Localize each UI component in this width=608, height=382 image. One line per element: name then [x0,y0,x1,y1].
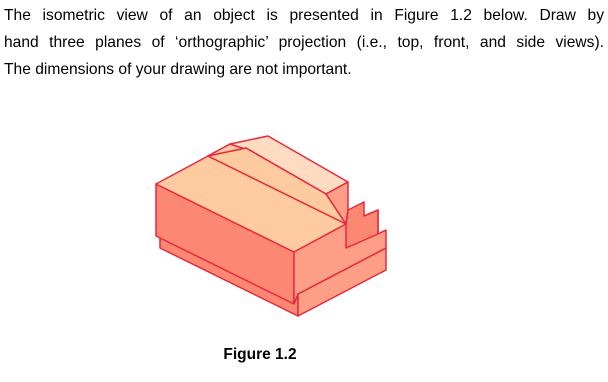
problem-statement-line-2: hand three planes of ‘orthographic’ projection (i.e., top, front, and side views). [4,34,604,51]
isometric-object-drawing [148,118,398,340]
isometric-figure [148,118,398,340]
figure-caption: Figure 1.2 [223,346,297,363]
problem-statement [4,2,604,83]
problem-statement-line-1: The isometric view of an object is presented in Figure 1.2 below. Draw by [4,7,604,24]
problem-statement-line-3: The dimensions of your drawing are not important. [4,61,352,78]
